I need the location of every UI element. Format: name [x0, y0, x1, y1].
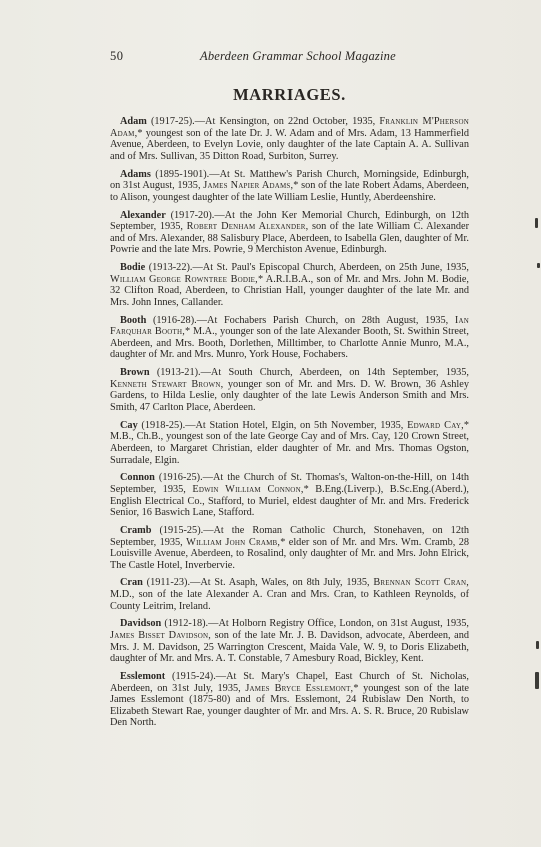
- entry-years: (1916-25).: [154, 472, 203, 484]
- entry-surname: Cran: [120, 577, 143, 589]
- entry-text: —At the Roman Catholic Church, Stonehaven, on 12th September, 1935,: [110, 524, 469, 548]
- entry-fullname: Franklin M'Pherson Adam,: [110, 116, 470, 139]
- entry-text: —At St. Paul's Episcopal Church, Aberdeen, on 25th June, 1935,: [192, 262, 469, 274]
- entry-text: * M.A., younger son of the late Alexander Booth, St. Swithin Street, Aberdeen, and Mrs. Booth, Dorlethen, Milltimber, to Charlotte Annie Munro, M.A., daughter of Mr. and Mrs. Munro, York House, Fochabers.: [110, 326, 469, 361]
- entry-years: (1915-25).: [151, 524, 204, 536]
- entry-surname: Cramb: [120, 524, 152, 536]
- entry-fullname: Brennan Scott Cran,: [373, 577, 469, 589]
- entry-years: (1895-1901).: [150, 168, 210, 180]
- entry-years: (1911-23).: [142, 577, 191, 589]
- entry-surname: Cay: [120, 419, 138, 431]
- entry-years: (1917-20).: [165, 209, 215, 221]
- marriage-entry: [110, 210, 469, 256]
- running-head: [110, 49, 510, 65]
- marriage-entry: [110, 116, 469, 162]
- entry-fullname: Kenneth Stewart Brown,: [110, 378, 224, 390]
- entry-text: * youngest son of the late Dr. J. W. Adam and of Mrs. Adam, 13 Hammerfield Avenue, Aberdeen, to Evelyn Lovie, only daughter of the late Captain A. A. Sullivan and of Mrs. Sullivan, 35 Ditton Road, Surbiton, Surrey.: [110, 127, 469, 162]
- marriage-entry: [110, 618, 469, 664]
- entry-fullname: Edwin William Connon,: [192, 483, 304, 495]
- entry-surname: Connon: [120, 472, 155, 484]
- entry-text: * elder son of Mr. and Mrs. Wm. Cramb, 28 Louisville Avenue, Aberdeen, to Rosalind, only daughter of Mr. and Mrs. John Elrick, The Castle Hotel, Inverbervie.: [110, 536, 469, 571]
- entry-surname: Adams: [120, 168, 151, 180]
- entry-text: —At Station Hotel, Elgin, on 5th November, 1935,: [185, 419, 408, 431]
- entry-text: —At St. Asaph, Wales, on 8th July, 1935,: [190, 577, 374, 589]
- entry-years: (1916-28).: [146, 314, 197, 326]
- entry-text: son of the late Mr. J. B. Davidson, advocate, Aberdeen, and Mrs. J. M. Davidson, 25 Warrington Crescent, Maida Vale, W. 9, to Doris Elizabeth, daughter of Mr. and Mrs. A. T. Constable, 7 Amesbury Road, Bickley, Kent.: [110, 630, 469, 665]
- entry-fullname: James Bryce Esslemont,: [245, 682, 354, 694]
- entry-text: —At South Church, Aberdeen, on 14th September, 1935,: [200, 367, 470, 379]
- entry-text: * youngest son of the late James Esslemont (1875-80) and of Mrs. Esslemont, 24 Rubislaw Den North, to Elizabeth Stewart Rae, younger daughter of Mr. and Mrs. A. S. R. Bruce, 20 Rubislaw Den North.: [110, 682, 470, 729]
- entry-surname: Esslemont: [120, 671, 166, 682]
- entry-text: * M.B., Ch.B., youngest son of the late George Cay and of Mrs. Cay, 120 Crown Street, Aberdeen, to Margaret Christian, elder daughter of Mr. and Mrs. Thomas Ogston, Surradale, Elgin.: [110, 419, 470, 466]
- entry-fullname: James Napier Adams,: [203, 180, 294, 192]
- entry-years: (1913-21).: [149, 367, 201, 379]
- marriage-entry: [110, 420, 469, 466]
- marriage-entry: [110, 367, 469, 413]
- margin-mark: [536, 641, 539, 649]
- marriage-entry: [110, 525, 469, 571]
- entry-surname: Brown: [120, 367, 150, 379]
- entry-text: * B.Eng.(Liverp.), B.Sc.Eng.(Aberd.), English Electrical Co., Stafford, to Muriel, eldest daughter of Mr. and Mrs. Frederick Senior, 16 Baswich Lane, Stafford.: [110, 483, 469, 519]
- entry-surname: Davidson: [120, 618, 162, 630]
- marriage-entry: [110, 577, 469, 612]
- entry-fullname: Robert Denham Alexander,: [186, 221, 309, 233]
- entry-text: younger son of Mr. and Mrs. D. W. Brown, 36 Ashley Gardens, to Hilda Leslie, only daughter of the late Lewis Anderson Smith and Mrs. Smith, 47 Carlton Place, Aberdeen.: [110, 378, 469, 413]
- marriage-entry: [110, 472, 469, 518]
- entry-text: —At the John Ker Memorial Church, Edinburgh, on 12th September, 1935,: [110, 209, 470, 233]
- entry-surname: Adam: [120, 116, 147, 127]
- marriage-entries: [110, 116, 469, 735]
- entry-fullname: William John Cramb,: [186, 536, 281, 548]
- entry-years: (1912-18).: [161, 618, 209, 630]
- margin-mark: [535, 672, 539, 689]
- marriage-entry: [110, 262, 469, 308]
- entry-years: (1918-25).: [137, 419, 186, 431]
- entry-text: * son of the late Robert Adams, Aberdeen, to Alison, youngest daughter of the late William Leslie, Huntly, Aberdeenshire.: [110, 180, 469, 203]
- entry-text: son of the late William C. Alexander and of Mrs. Alexander, 88 Salisbury Place, Aberdeen, to Isabella Glen, daughter of Mr. Powrie and the late Mrs. Powrie, 9 Merchiston Avenue, Edinburgh.: [110, 221, 469, 256]
- entry-surname: Booth: [120, 314, 147, 326]
- page-number: 50: [110, 49, 124, 63]
- entry-text: * A.R.I.B.A., son of Mr. and Mrs. John M. Bodie, 32 Clifton Road, Aberdeen, to Christian Hall, younger daughter of the late Mr. and Mrs. John Innes, Callander.: [110, 273, 469, 308]
- running-title: Aberdeen Grammar School Magazine: [200, 49, 396, 63]
- entry-fullname: James Bisset Davidson,: [110, 630, 212, 642]
- entry-years: (1913-22).: [145, 262, 193, 274]
- entry-surname: Bodie: [120, 262, 146, 274]
- entry-text: —At Fochabers Parish Church, on 28th August, 1935,: [196, 314, 455, 326]
- entry-fullname: Ian Farquhar Booth,: [110, 314, 469, 338]
- entry-years: (1917-25).: [146, 116, 195, 127]
- marriage-entry: [110, 315, 469, 361]
- entry-fullname: Edward Cay,: [407, 419, 464, 431]
- entry-text: —At Kensington, on 22nd October, 1935,: [194, 116, 380, 127]
- entry-text: —At the Church of St. Thomas's, Walton-on-the-Hill, on 14th September, 1935,: [110, 472, 470, 495]
- entry-text: —At St. Mary's Chapel, East Church of St. Nicholas, Aberdeen, on 31st July, 1935,: [110, 671, 469, 694]
- entry-text: —At St. Matthew's Parish Church, Morningside, Edinburgh, on 31st August, 1935,: [110, 168, 469, 192]
- entry-fullname: William George Rowntree Bodie,: [110, 273, 258, 285]
- entry-text: M.D., son of the late Alexander A. Cran and Mrs. Cran, to Kathleen Reynolds, of County Leitrim, Ireland.: [110, 589, 469, 612]
- marriage-entry: [110, 169, 469, 204]
- section-title: MARRIAGES.: [233, 85, 346, 104]
- margin-mark: [535, 218, 538, 228]
- marriage-entry: [110, 671, 469, 729]
- entry-surname: Alexander: [120, 209, 166, 221]
- entry-text: —At Holborn Registry Office, London, on 31st August, 1935,: [208, 618, 470, 630]
- margin-mark: [537, 263, 540, 268]
- entry-years: (1915-24).: [165, 671, 216, 682]
